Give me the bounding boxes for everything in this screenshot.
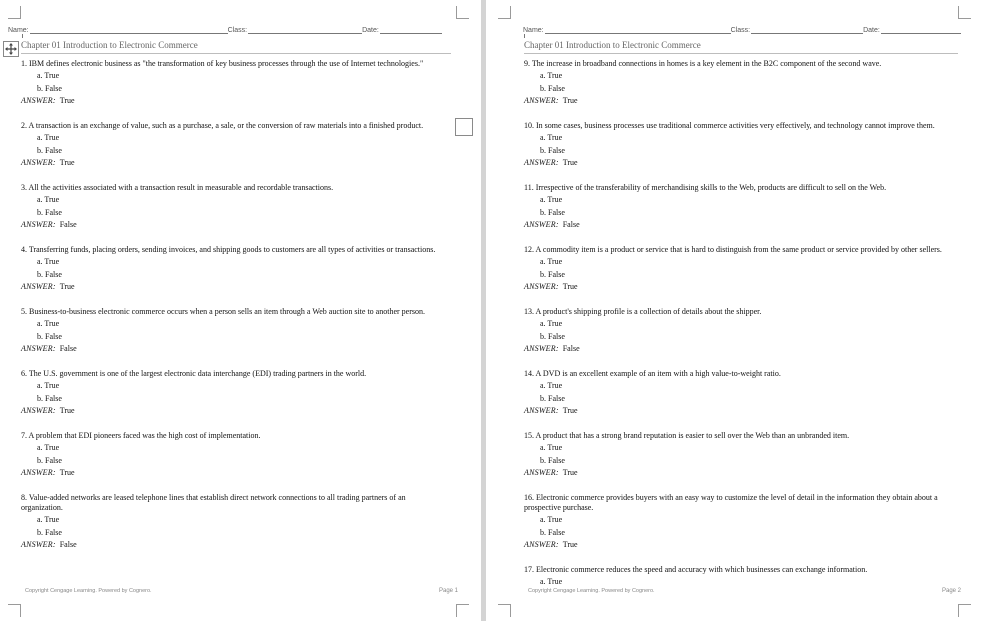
- answer-label: ANSWER:: [21, 540, 56, 549]
- answer-label: ANSWER:: [21, 96, 56, 105]
- question-stem: 1. IBM defines electronic business as "the transformation of key business processes through the use of Internet technologies.": [21, 59, 424, 68]
- question-stem: 8. Value-added networks are leased telephone lines that establish direct network connections to all trading partners of an organization.: [21, 493, 406, 512]
- name-line: [545, 24, 731, 34]
- question-stem: 7. A problem that EDI pioneers faced was the high cost of implementation.: [21, 431, 261, 440]
- question-stem: 13. A product's shipping profile is a collection of details about the shipper.: [524, 307, 762, 316]
- answer-option: b. False: [37, 456, 62, 465]
- answer-option: a. True: [540, 195, 563, 204]
- answer-key: [524, 281, 960, 293]
- answer-key: [21, 405, 449, 417]
- question-item: [524, 59, 960, 107]
- question-item: [21, 493, 449, 551]
- crop-mark-top-right: [456, 6, 469, 19]
- answer-key: [21, 467, 449, 479]
- question-item: [21, 431, 449, 479]
- answer-key: [21, 281, 449, 293]
- question-stem: 16. Electronic commerce provides buyers with an easy way to customize the level of detail in the information they obtain about a prospective purchase.: [524, 493, 938, 512]
- answer-label: ANSWER:: [524, 406, 559, 415]
- question-item: [524, 565, 960, 588]
- answer-value: True: [562, 406, 578, 415]
- answer-key: [21, 95, 449, 107]
- answer-option: a. True: [540, 319, 563, 328]
- answer-key: [21, 343, 449, 355]
- question-stem: 4. Transferring funds, placing orders, sending invoices, and shipping goods to customers are all types of activities or transactions.: [21, 245, 436, 254]
- answer-option: b. False: [37, 394, 62, 403]
- answer-value: False: [59, 220, 77, 229]
- answer-option: a. True: [540, 257, 563, 266]
- name-label: Name:: [8, 27, 29, 34]
- table-move-handle-icon[interactable]: [3, 41, 19, 57]
- answer-option: a. True: [540, 71, 563, 80]
- answer-option: a. True: [37, 381, 60, 390]
- answer-option: a. True: [37, 71, 60, 80]
- footer-copyright: Copyright Cengage Learning. Powered by Cognero.: [528, 588, 655, 594]
- answer-option: a. True: [540, 133, 563, 142]
- date-line: [380, 24, 442, 34]
- page-number: Page 1: [439, 588, 459, 594]
- answer-key: [524, 405, 960, 417]
- name-label: Name:: [523, 27, 544, 34]
- question-item: [524, 245, 960, 293]
- question-stem: 9. The increase in broadband connections in homes is a key element in the B2C component of the second wave.: [524, 59, 882, 68]
- answer-option: b. False: [540, 456, 565, 465]
- question-item: [21, 59, 449, 107]
- answer-option: a. True: [37, 133, 60, 142]
- answer-option: b. False: [540, 146, 565, 155]
- answer-option: a. True: [540, 443, 563, 452]
- question-stem: 10. In some cases, business processes use traditional commerce activities very effectively, and technology cannot improve them.: [524, 121, 935, 130]
- crop-mark-bottom-left: [8, 604, 21, 617]
- question-list: [21, 59, 449, 565]
- answer-label: ANSWER:: [21, 282, 56, 291]
- header-fields: [8, 20, 442, 34]
- answer-option: a. True: [37, 515, 60, 524]
- answer-option: b. False: [540, 270, 565, 279]
- paragraph-caret: [22, 34, 23, 38]
- answer-option: b. False: [540, 332, 565, 341]
- answer-option: b. False: [540, 84, 565, 93]
- footer-copyright: Copyright Cengage Learning. Powered by Cognero.: [25, 588, 152, 594]
- question-item: [524, 431, 960, 479]
- question-item: [21, 369, 449, 417]
- answer-option: b. False: [37, 146, 62, 155]
- question-list: [524, 59, 960, 602]
- answer-label: ANSWER:: [524, 220, 559, 229]
- date-label: Date:: [863, 27, 880, 34]
- question-stem: 6. The U.S. government is one of the largest electronic data interchange (EDI) trading partners in the world.: [21, 369, 367, 378]
- crop-mark-top-left: [8, 6, 21, 19]
- answer-value: True: [562, 468, 578, 477]
- answer-key: [524, 343, 960, 355]
- answer-value: False: [562, 344, 580, 353]
- paragraph-caret: [524, 34, 525, 38]
- answer-key: [524, 95, 960, 107]
- answer-value: True: [59, 158, 75, 167]
- table-resize-handle[interactable]: [455, 118, 473, 136]
- answer-label: ANSWER:: [524, 96, 559, 105]
- question-item: [21, 183, 449, 231]
- answer-label: ANSWER:: [21, 406, 56, 415]
- class-label: Class:: [730, 27, 751, 34]
- answer-label: ANSWER:: [524, 468, 559, 477]
- class-label: Class:: [227, 27, 248, 34]
- question-stem: 12. A commodity item is a product or service that is hard to distinguish from the same product or service provided by other sellers.: [524, 245, 942, 254]
- question-stem: 14. A DVD is an excellent example of an item with a high value-to-weight ratio.: [524, 369, 781, 378]
- question-item: [21, 121, 449, 169]
- answer-key: [524, 467, 960, 479]
- answer-value: True: [562, 96, 578, 105]
- answer-value: False: [59, 344, 77, 353]
- answer-label: ANSWER:: [21, 158, 56, 167]
- date-label: Date:: [362, 27, 379, 34]
- answer-value: True: [59, 406, 75, 415]
- question-item: [524, 307, 960, 355]
- question-stem: 5. Business-to-business electronic commerce occurs when a person sells an item through a Web auction site to another person.: [21, 307, 425, 316]
- answer-option: a. True: [37, 319, 60, 328]
- name-line: [30, 24, 228, 34]
- header-fields: [523, 20, 961, 34]
- question-item: [524, 183, 960, 231]
- answer-option: b. False: [540, 208, 565, 217]
- answer-key: [21, 539, 449, 551]
- answer-key: [524, 539, 960, 551]
- answer-value: False: [59, 540, 77, 549]
- question-item: [524, 121, 960, 169]
- answer-option: a. True: [37, 257, 60, 266]
- question-item: [524, 493, 960, 551]
- answer-label: ANSWER:: [524, 158, 559, 167]
- answer-label: ANSWER:: [524, 540, 559, 549]
- answer-label: ANSWER:: [524, 282, 559, 291]
- question-stem: 3. All the activities associated with a transaction result in measurable and recordable transactions.: [21, 183, 334, 192]
- answer-value: True: [59, 96, 75, 105]
- answer-option: a. True: [540, 381, 563, 390]
- document-page-2: [486, 0, 990, 621]
- answer-label: ANSWER:: [21, 468, 56, 477]
- answer-option: b. False: [540, 528, 565, 537]
- question-stem: 2. A transaction is an exchange of value, such as a purchase, a sale, or the conversion of raw materials into a finished product.: [21, 121, 424, 130]
- question-item: [21, 307, 449, 355]
- question-stem: 15. A product that has a strong brand reputation is easier to sell over the Web than an unbranded item.: [524, 431, 850, 440]
- answer-key: [21, 157, 449, 169]
- question-item: [524, 369, 960, 417]
- document-page-1: [0, 0, 481, 621]
- chapter-title: Chapter 01 Introduction to Electronic Commerce: [524, 40, 958, 54]
- class-line: [248, 24, 362, 34]
- question-item: [21, 245, 449, 293]
- answer-value: True: [562, 540, 578, 549]
- answer-value: False: [562, 220, 580, 229]
- answer-option: a. True: [540, 515, 563, 524]
- date-line: [881, 24, 961, 34]
- answer-key: [21, 219, 449, 231]
- crop-mark-top-right: [958, 6, 971, 19]
- question-stem: 17. Electronic commerce reduces the speed and accuracy with which businesses can exchange information.: [524, 565, 868, 574]
- question-stem: 11. Irrespective of the transferability of merchandising skills to the Web, products are difficult to sell on the Web.: [524, 183, 887, 192]
- answer-key: [524, 219, 960, 231]
- answer-option: b. False: [37, 528, 62, 537]
- answer-option: a. True: [540, 577, 563, 586]
- class-line: [751, 24, 863, 34]
- answer-option: a. True: [37, 195, 60, 204]
- answer-key: [524, 157, 960, 169]
- crop-mark-top-left: [498, 6, 511, 19]
- crop-mark-bottom-right: [456, 604, 469, 617]
- answer-label: ANSWER:: [524, 344, 559, 353]
- page-number: Page 2: [942, 588, 962, 594]
- answer-option: b. False: [37, 208, 62, 217]
- answer-option: b. False: [37, 84, 62, 93]
- answer-option: b. False: [37, 270, 62, 279]
- answer-option: b. False: [540, 394, 565, 403]
- chapter-title: Chapter 01 Introduction to Electronic Commerce: [21, 40, 451, 54]
- answer-option: a. True: [37, 443, 60, 452]
- answer-value: True: [562, 158, 578, 167]
- answer-option: b. False: [37, 332, 62, 341]
- answer-value: True: [59, 468, 75, 477]
- crop-mark-bottom-right: [958, 604, 971, 617]
- crop-mark-bottom-left: [498, 604, 511, 617]
- answer-label: ANSWER:: [21, 220, 56, 229]
- answer-label: ANSWER:: [21, 344, 56, 353]
- answer-value: True: [59, 282, 75, 291]
- answer-value: True: [562, 282, 578, 291]
